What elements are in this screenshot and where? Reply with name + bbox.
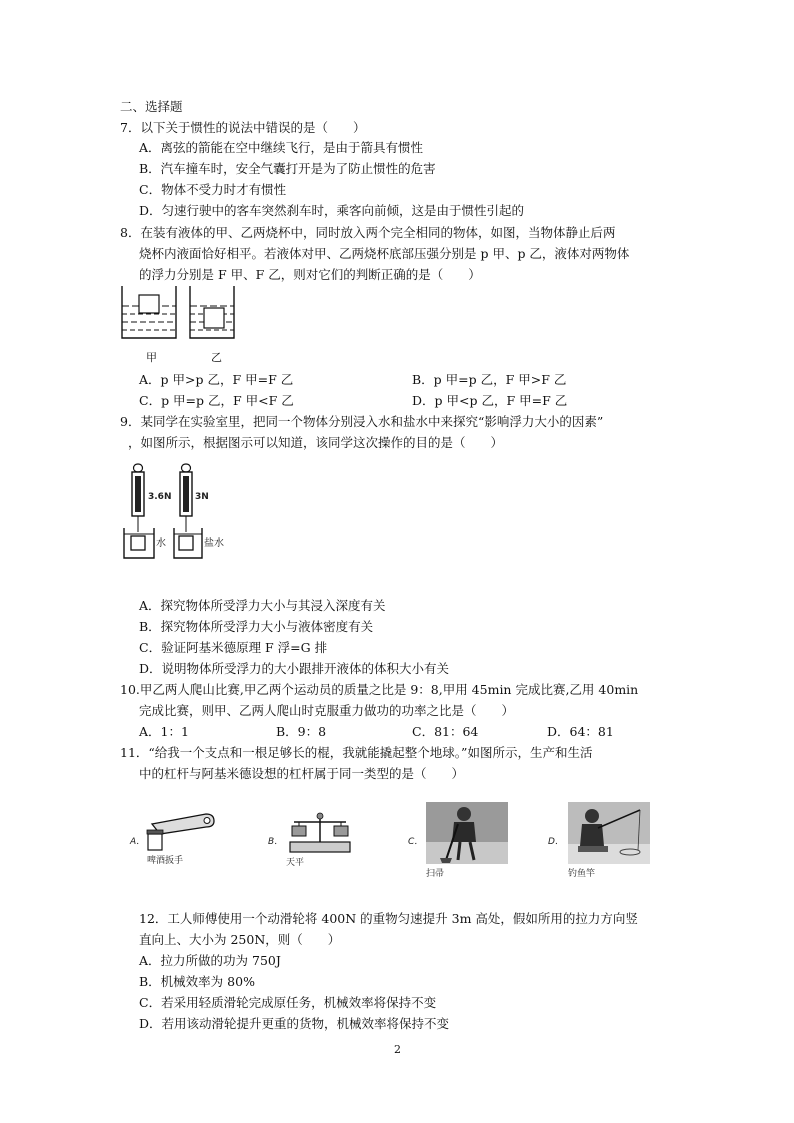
q9-stem-line-1: 9．某同学在实验室里，把同一个物体分别浸入水和盐水中来探究“影响浮力大小的因素” [120,414,604,429]
q11-fishing-rod-photo [568,802,650,864]
q7-option-a: A．离弦的箭能在空中继续飞行，是由于箭具有惯性 [139,140,424,155]
q12-stem-line-1: 12．工人师傅使用一个动滑轮将 400N 的重物匀速提升 3m 高处，假如所用的拉力方向竖 [139,911,638,926]
q8-option-a: A．p 甲>p 乙，F 甲=F 乙 [139,372,294,387]
q10-option-a: A．1：1 [139,724,189,739]
spring-scale-right [180,464,192,532]
q10-option-b: B．9：8 [276,724,327,739]
q9-label-water: 水 [156,538,166,549]
q9-option-c: C．验证阿基米德原理 F 浮=G 排 [139,640,328,655]
q8-option-b: B．p 甲=p 乙，F 甲>F 乙 [412,372,567,387]
beaker-yi [190,286,234,338]
q9-reading-right: 3N [195,492,209,502]
q9-option-d: D．说明物体所受浮力的大小跟排开液体的体积大小有关 [139,661,450,676]
q11-stem-line-1: 11．“给我一个支点和一根足够长的棍，我就能撬起整个地球。”如图所示，生产和生活 [120,745,593,760]
q9-label-salt-water: 盐水 [204,538,224,549]
q11-caption-a: 啤酒扳手 [147,856,184,866]
q11-beer-opener-figure [144,810,216,852]
q10-option-c: C．81：64 [412,724,479,739]
q11-balance-figure [284,810,356,854]
q10-stem-line-1: 10.甲乙两人爬山比赛,甲乙两个运动员的质量之比是 9：8,甲用 45min 完成比赛,乙用 40min [120,682,639,697]
page-number: 2 [394,1043,401,1056]
q12-option-b: B．机械效率为 80% [139,974,255,989]
q8-stem-line-1: 8．在装有液体的甲、乙两烧杯中，同时放入两个完全相同的物体，如图，当物体静止后两 [120,225,616,240]
spring-scale-left [132,464,144,532]
q11-letter-c: C． [408,837,424,847]
q8-stem-line-2: 烧杯内液面恰好相平。若液体对甲、乙两烧杯底部压强分别是 p 甲、p 乙，液体对两物体 [139,246,630,261]
q11-caption-d: 钓鱼竿 [568,869,596,879]
q12-option-a: A．拉力所做的功为 750J [139,953,281,968]
q11-stem-line-2: 中的杠杆与阿基米德设想的杠杆属于同一类型的是（ ） [139,766,465,781]
beaker-water [124,528,154,558]
q8-fig-label-jia: 甲 [146,351,157,364]
q12-option-d: D．若用该动滑轮提升更重的货物，机械效率将保持不变 [139,1016,450,1031]
q9-option-a: A．探究物体所受浮力大小与其浸入深度有关 [139,598,386,613]
q8-stem-line-3: 的浮力分别是 F 甲、F 乙，则对它们的判断正确的是（ ） [139,267,481,282]
q12-option-c: C．若采用轻质滑轮完成原任务，机械效率将保持不变 [139,995,437,1010]
q9-reading-left: 3.6N [148,492,172,502]
q8-option-d: D．p 甲<p 乙，F 甲=F 乙 [412,393,568,408]
q12-stem-line-2: 直向上、大小为 250N，则（ ） [139,932,341,947]
q9-option-b: B．探究物体所受浮力大小与液体密度有关 [139,619,374,634]
q10-stem-line-2: 完成比赛，则甲、乙两人爬山时克服重力做功的功率之比是（ ） [139,703,515,718]
q7-option-c: C．物体不受力时才有惯性 [139,182,287,197]
beaker-jia [122,286,176,338]
q7-option-b: B．汽车撞车时，安全气囊打开是为了防止惯性的危害 [139,161,436,176]
q11-letter-b: B． [268,837,284,847]
q7-stem: 7．以下关于惯性的说法中错误的是（ ） [120,120,366,135]
beaker-salt-water [174,528,202,558]
q11-letter-d: D． [548,837,564,847]
q7-option-d: D．匀速行驶中的客车突然刹车时，乘客向前倾，这是由于惯性引起的 [139,203,525,218]
q11-letter-a: A． [130,837,146,847]
q8-beakers-figure [118,284,238,348]
q10-option-d: D．64：81 [547,724,614,739]
q8-option-c: C．p 甲=p 乙，F 甲<F 乙 [139,393,294,408]
q9-stem-line-2: ，如图所示，根据图示可以知道，该同学这次操作的目的是（ ） [128,435,504,450]
section-title: 二、选择题 [120,99,183,114]
q11-broom-photo [426,802,508,864]
q8-fig-label-yi: 乙 [211,351,222,364]
q11-caption-b: 天平 [286,858,305,868]
q11-caption-c: 扫帚 [426,869,445,879]
